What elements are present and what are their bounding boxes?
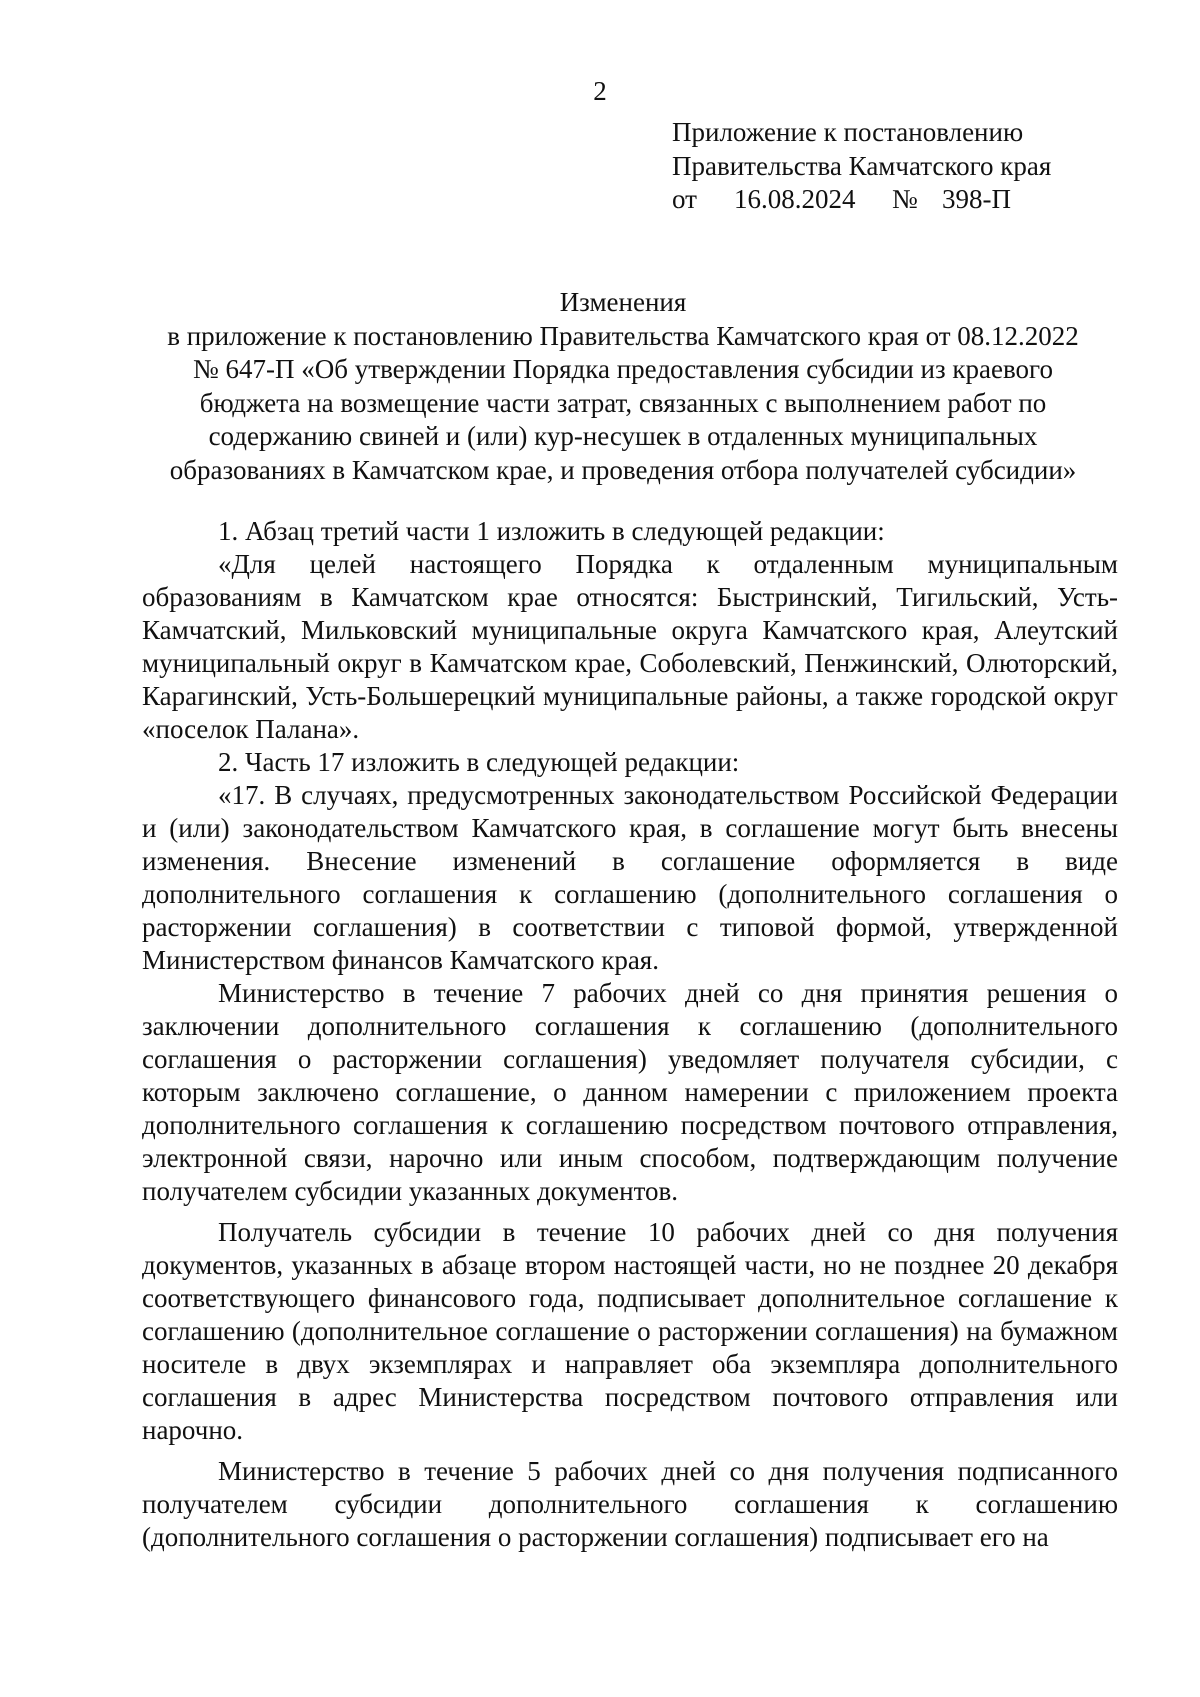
body-paragraph: Министерство в течение 5 рабочих дней со дня получения подписанного получателем субсидии дополнительного соглашения к соглашению (дополнительного соглашения о расторжении соглашения) подписывает его на bbox=[142, 1456, 1118, 1552]
body-paragraph: «17. В случаях, предусмотренных законодательством Российской Федерации и (или) законодательством Камчатского края, в соглашение могут быть внесены изменения. Внесение изменений в соглашение оформляется в виде дополнительного соглашения к соглашению (дополнительного соглашения о расторжении соглашения) в соответствии с типовой формой, утвержденной Министерством финансов Камчатского края. bbox=[142, 780, 1118, 975]
document-title bbox=[138, 286, 1108, 488]
title-line: образованиях в Камчатском крае, и проведения отбора получателей субсидии» bbox=[169, 454, 1077, 485]
resolution-date: 16.08.2024 bbox=[734, 184, 856, 214]
resolution-number: 398-П bbox=[942, 184, 1011, 214]
title-line: содержанию свиней и (или) кур-несушек в отдаленных муниципальных bbox=[208, 421, 1038, 452]
body-paragraph: Получатель субсидии в течение 10 рабочих дней со дня получения документов, указанных в абзаце втором настоящей части, но не позднее 20 декабря соответствующего финансового года, подписывает дополнительное соглашение к соглашению (дополнительное соглашение о расторжении соглашения) на бумажном носителе в двух экземплярах и направляет оба экземпляра дополнительного соглашения в адрес Министерства посредством почтового отправления или нарочно. bbox=[142, 1217, 1118, 1445]
body-paragraph: 2. Часть 17 изложить в следующей редакции: bbox=[218, 747, 740, 777]
title-line: № 647-П «Об утверждении Порядка предоставления субсидии из краевого bbox=[193, 354, 1053, 385]
title-line: бюджета на возмещение части затрат, связанных с выполнением работ по bbox=[199, 387, 1047, 418]
title-heading: Изменения bbox=[559, 287, 687, 317]
body-paragraph: 1. Абзац третий части 1 изложить в следующей редакции: bbox=[218, 516, 885, 546]
title-line: в приложение к постановлению Правительства Камчатского края от 08.12.2022 bbox=[167, 320, 1079, 351]
page-number: 2 bbox=[593, 76, 607, 106]
from-label: от bbox=[672, 184, 697, 214]
document-body bbox=[142, 515, 1118, 1554]
attachment-line-2: Правительства Камчатского края bbox=[672, 150, 1052, 181]
attachment-header bbox=[672, 116, 1132, 217]
attachment-line-1: Приложение к постановлению bbox=[672, 117, 1024, 147]
body-paragraph: «Для целей настоящего Порядка к отдаленным муниципальным образованиям в Камчатском крае относятся: Быстринский, Тигильский, Усть-Камчатский, Мильковский муниципальные округа Камчатского края, Алеутский муниципальный округ в Камчатском крае, Соболевский, Пенжинский, Олюторский, Карагинский, Усть-Большерецкий муниципальные районы, а также городской округ «поселок Палана». bbox=[142, 549, 1118, 744]
number-label: № bbox=[892, 184, 918, 214]
attachment-date-line bbox=[672, 183, 1132, 217]
body-paragraph: Министерство в течение 7 рабочих дней со дня принятия решения о заключении дополнительного соглашения к соглашению (дополнительного соглашения о расторжении соглашения) уведомляет получателя субсидии, с которым заключено соглашение, о данном намерении с приложением проекта дополнительного соглашения к соглашению посредством почтового отправления, электронной связи, нарочно или иным способом, подтверждающим получение получателем субсидии указанных документов. bbox=[142, 978, 1118, 1206]
